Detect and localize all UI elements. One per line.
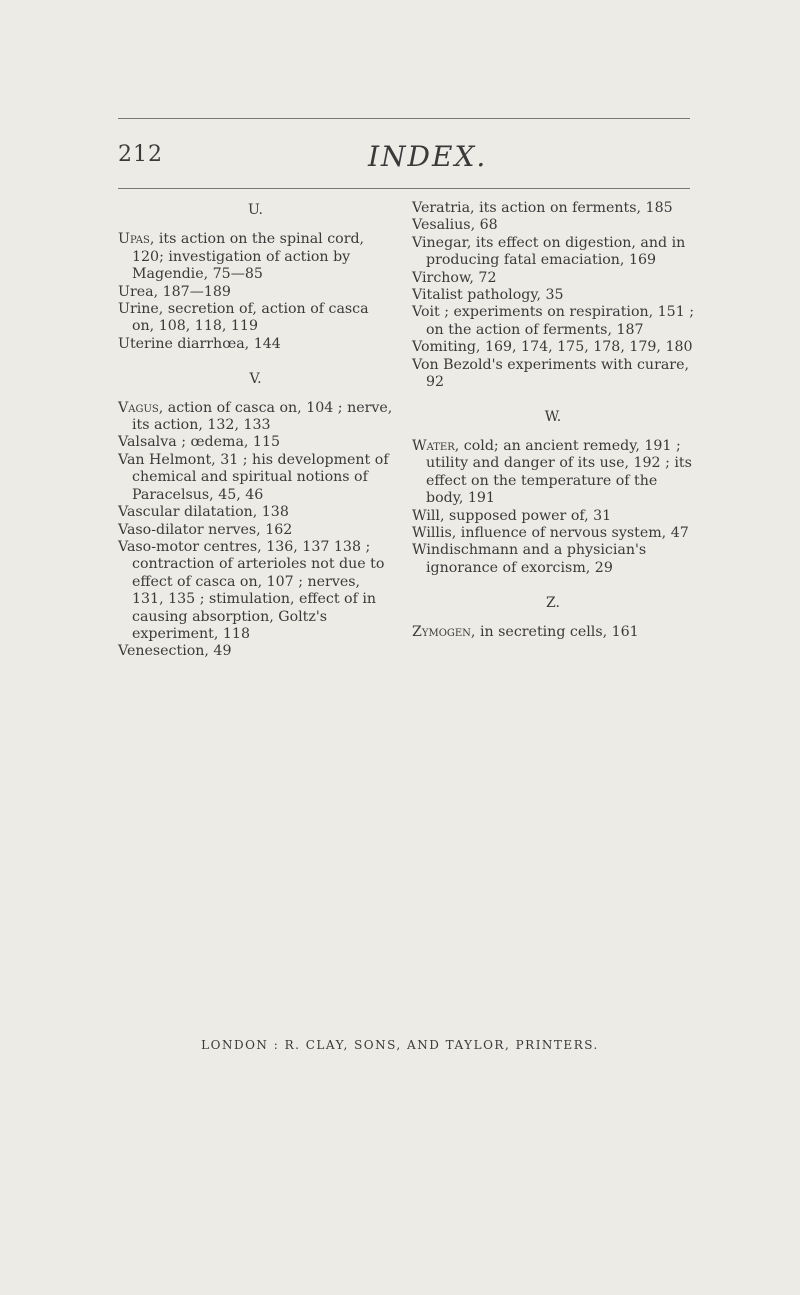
index-entry	[412, 235, 694, 270]
right-column	[412, 200, 694, 641]
index-entry	[118, 539, 393, 643]
index-entry	[412, 217, 694, 234]
section-letter: U.	[248, 202, 263, 218]
entry-text: Vaso-motor centres, 136, 137 138 ; contraction of arterioles not due to effect of casca on, 107 ; nerves, 131, 135 ; stimulation, effect of in causing absorption, Goltz's experiment, 118	[118, 538, 385, 642]
entry-text: Vitalist pathology, 35	[412, 287, 564, 304]
page-header	[118, 140, 678, 180]
entry-text: action of casca on, 104 ; nerve, its action, 132, 133	[132, 399, 393, 434]
entry-text: Virchow, 72	[412, 269, 497, 286]
section-letter: V.	[249, 371, 262, 388]
entry-text: its action on the spinal cord, 120; investigation of action by Magendie, 75—85	[132, 231, 365, 283]
entry-text: in secreting cells, 161	[475, 623, 639, 640]
index-entry	[118, 643, 393, 660]
index-entry	[118, 400, 393, 435]
left-column	[118, 200, 393, 661]
entry-text: Willis, influence of nervous system, 47	[412, 524, 689, 541]
index-entry	[412, 339, 694, 356]
entry-head-word: Upas,	[118, 231, 155, 248]
section-letter: W.	[544, 409, 562, 426]
entry-text: Uterine diarrhœa, 144	[118, 335, 281, 352]
index-entry	[412, 287, 694, 304]
section-letter: Z.	[546, 595, 560, 612]
entry-text: Voit ; experiments on respiration, 151 ; on the action of ferments, 187	[412, 304, 695, 338]
entry-text: Windischmann and a physician's ignorance of exorcism, 29	[412, 542, 647, 576]
running-title: INDEX.	[368, 140, 488, 173]
entry-text: Urea, 187—189	[118, 283, 231, 300]
index-entry	[118, 452, 393, 504]
header-rule	[118, 188, 690, 189]
index-entry	[118, 284, 393, 301]
index-entry	[118, 336, 393, 353]
page-number: 212	[118, 142, 163, 167]
entry-text: Urine, secretion of, action of casca on, 108, 118, 119	[118, 301, 369, 335]
index-entry	[412, 525, 694, 542]
index-entry	[412, 304, 694, 339]
entry-text: Vesalius, 68	[412, 217, 498, 234]
index-entry	[412, 624, 694, 641]
entry-text: Valsalva ; œdema, 115	[118, 434, 281, 451]
entry-text: Will, supposed power of, 31	[412, 507, 612, 524]
index-entry	[412, 200, 694, 217]
index-entry	[412, 438, 694, 508]
printer-imprint: LONDON : R. CLAY, SONS, AND TAYLOR, PRINTERS.	[201, 1038, 599, 1052]
entry-text: Venesection, 49	[118, 643, 232, 660]
index-entry	[118, 231, 393, 283]
index-entry	[412, 270, 694, 287]
index-entry	[118, 434, 393, 451]
entry-text: Vomiting, 169, 174, 175, 178, 179, 180	[412, 339, 693, 356]
entry-head-word: Vagus,	[118, 399, 164, 416]
index-entry	[412, 357, 694, 392]
index-entry	[412, 508, 694, 525]
entry-text: Vinegar, its effect on digestion, and in producing fatal emaciation, 169	[412, 234, 686, 269]
entry-text: Vaso-dilator nerves, 162	[118, 521, 293, 538]
index-entry	[118, 301, 393, 336]
entry-head-word: Zymogen,	[412, 623, 476, 640]
index-entry	[412, 542, 694, 577]
entry-text: Van Helmont, 31 ; his development of chemical and spiritual notions of Paracelsus, 45, 46	[118, 451, 389, 503]
entry-head-word: Water,	[412, 437, 460, 454]
index-entry	[118, 522, 393, 539]
index-entry	[118, 504, 393, 521]
entry-text: cold; an ancient remedy, 191 ; utility and danger of its use, 192 ; its effect on the temperature of the body, 191	[426, 437, 692, 507]
top-rule	[118, 118, 690, 119]
entry-text: Von Bezold's experiments with curare, 92	[412, 356, 689, 391]
entry-text: Veratria, its action on ferments, 185	[412, 200, 673, 216]
entry-text: Vascular dilatation, 138	[118, 504, 289, 521]
